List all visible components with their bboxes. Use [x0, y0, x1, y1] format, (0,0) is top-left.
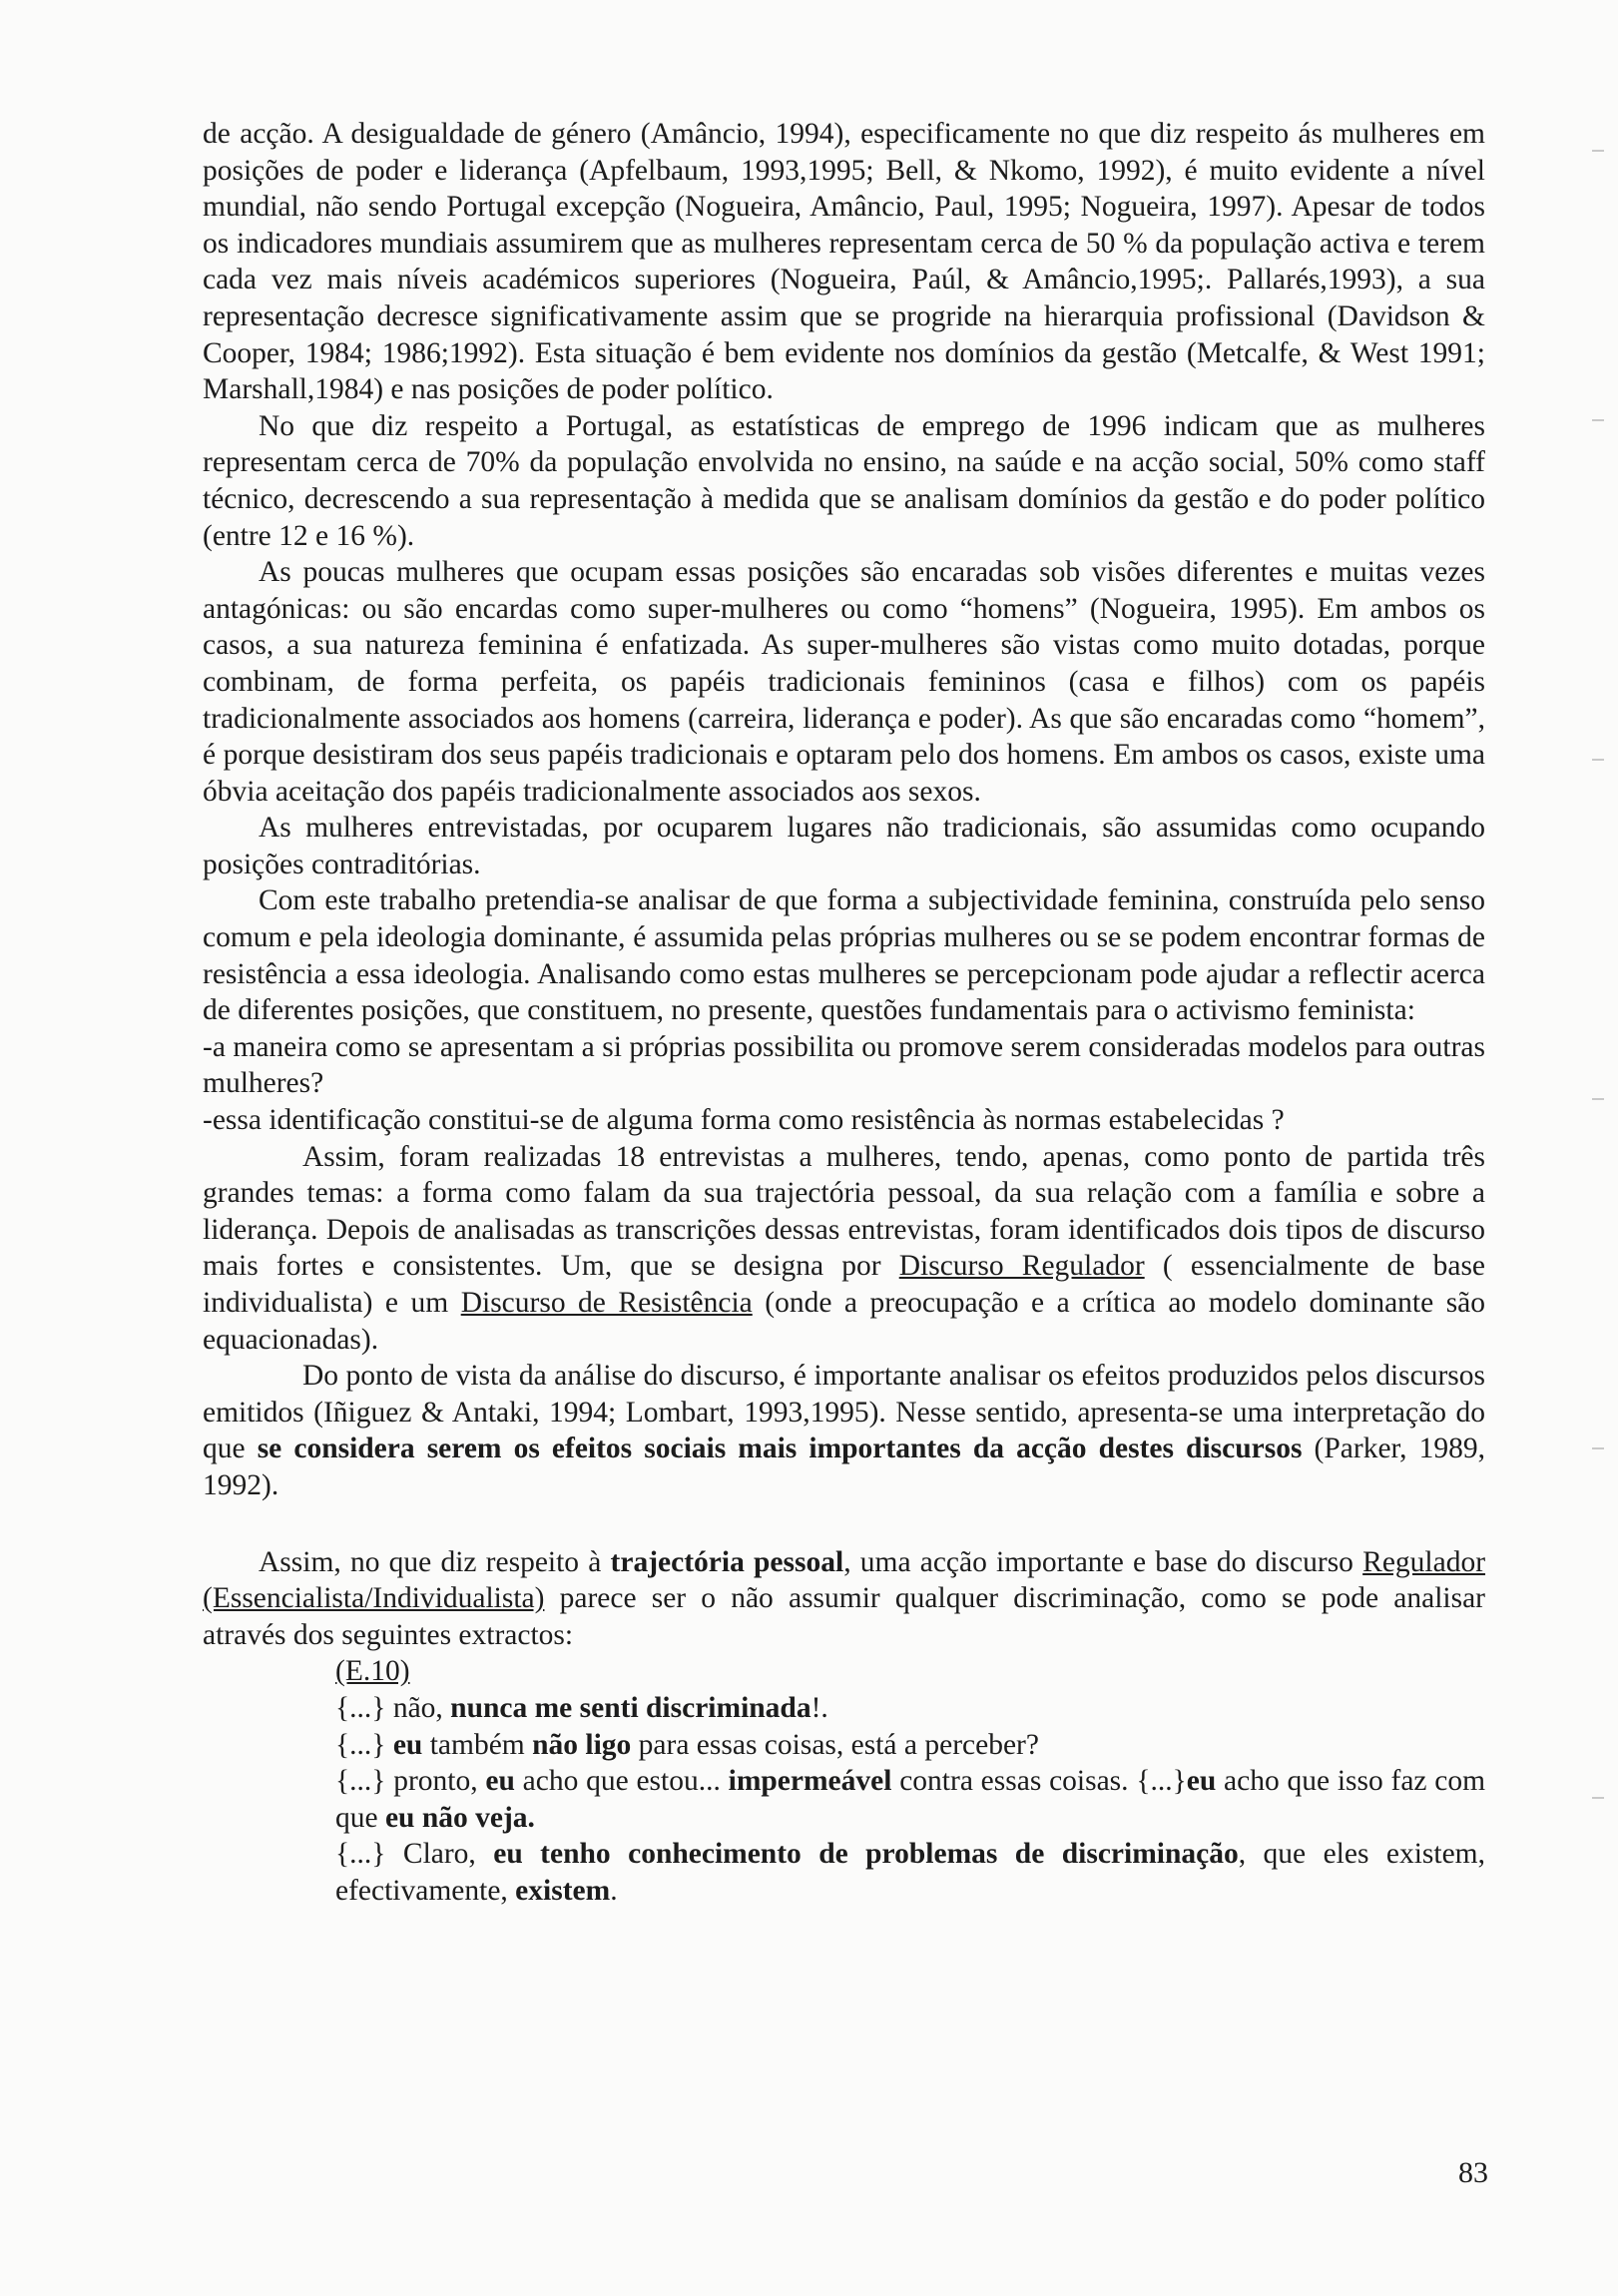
- scan-edge-mark: [1592, 759, 1604, 761]
- paragraph-objective: Com este trabalho pretendia-se analisar de que forma a subjectividade feminina, construída pelo senso comum e pela ideologia dominante, é assumida pelas próprias mulheres ou se se podem encontrar formas de resistência a essa ideologia. Analisando como estas mulheres se percepcionam pode ajudar a reflectir acerca de diferentes posições, que constituem, no presente, questões fundamentais para o activismo feminista:: [203, 884, 1485, 1027]
- paragraph-portugal-statistics: No que diz respeito a Portugal, as estatísticas de emprego de 1996 indicam que as mulheres representam cerca de 70% da população envolvida no ensino, na saúde e na acção social, 50% como staff técnico, decrescendo a sua representação à medida que se analisam domínios da gestão e do poder político (entre 12 e 16 %).: [203, 409, 1485, 552]
- extract-label: (E.10): [335, 1655, 410, 1688]
- paragraph-interviewed-women: As mulheres entrevistadas, por ocuparem lugares não tradicionais, são assumidas como ocupando posições contraditórias.: [203, 812, 1485, 880]
- term-discurso-resistencia: Discurso de Resistência: [460, 1287, 753, 1319]
- extract-line-2: {...} eu também não ligo para essas coisas, está a perceber?: [335, 1728, 1039, 1761]
- paragraph-personal-trajectory: Assim, no que diz respeito à trajectória pessoal, uma acção importante e base do discurso Regulador (Essencialista/Individualista) parece ser o não assumir qualquer discriminação, como se pode analisar através dos seguintes extractos:: [203, 1545, 1486, 1651]
- paragraph-question-1: -a maneira como se apresentam a si próprias possibilita ou promove serem consideradas modelos para outras mulheres?: [203, 1030, 1485, 1100]
- paragraph-gender-inequality: de acção. A desigualdade de género (Amâncio, 1994), especificamente no que diz respeito ás mulheres em posições de poder e liderança (Apfelbaum, 1993,1995; Bell, & Nkomo, 1992), é muito evidente a nível mundial, não sendo Portugal excepção (Nogueira, Amâncio, Paul, 1995; Nogueira, 1997). Apesar de todos os indicadores mundiais assumirem que as mulheres representam cerca de 50 % da população activa e terem cada vez mais níveis académicos superiores (Nogueira, Paúl, & Amâncio,1995;. Pallarés,1993), a sua representação decresce significativamente assim que se progride na hierarquia profissional (Davidson & Cooper, 1984; 1986;1992). Esta situação é bem evidente nos domínios da gestão (Metcalfe, & West 1991; Marshall,1984) e nas posições de poder político.: [203, 118, 1485, 406]
- interview-extract: [335, 1653, 1485, 1909]
- paragraph-super-women: As poucas mulheres que ocupam essas posições são encaradas sob visões diferentes e muitas vezes antagónicas: ou são encardas como super-mulheres ou como “homens” (Nogueira, 1995). Em ambos os casos, a sua natureza feminina é enfatizada. As super-mulheres são vistas como muito dotadas, porque combinam, de forma perfeita, os papéis tradicionais femininos (casa e filhos) com os papéis tradicionalmente associados aos homens (carreira, liderança e poder). As que são encaradas como “homem”, é porque desistiram dos seus papéis tradicionais e optaram pelo dos homens. Em ambos os casos, existe uma óbvia aceitação dos papéis tradicionalmente associados aos sexos.: [203, 556, 1485, 808]
- term-regulador-essencialista: Regulador (Essencialista/Individualista): [203, 1545, 1486, 1615]
- term-discurso-regulador: Discurso Regulador: [898, 1250, 1145, 1283]
- paragraph-discourse-analysis: Do ponto de vista da análise do discurso, é importante analisar os efeitos produzidos pelos discursos emitidos (Iñiguez & Antaki, 1994; Lombart, 1993,1995). Nesse sentido, apresenta-se uma interpretação do que se considera serem os efeitos sociais mais importantes da acção destes discursos (Parker, 1989, 1992).: [203, 1360, 1486, 1501]
- extract-line-3: {...} pronto, eu acho que estou... impermeável contra essas coisas. {...}eu acho que isso faz com que eu não veja.: [335, 1765, 1486, 1834]
- page-number: 83: [1458, 2156, 1488, 2189]
- extract-line-1: {...} não, nunca me senti discriminada!.: [335, 1691, 828, 1724]
- emphasis-trajectoria: trajectória pessoal: [610, 1545, 844, 1578]
- scan-edge-mark: [1592, 1098, 1604, 1100]
- extract-line-4: {...} Claro, eu tenho conhecimento de problemas de discriminação, que eles existem, efectivamente, existem.: [335, 1838, 1486, 1907]
- scan-edge-mark: [1592, 150, 1604, 152]
- paragraph-question-2: -essa identificação constitui-se de alguma forma como resistência às normas estabelecidas ?: [203, 1104, 1285, 1137]
- body-text: [203, 116, 1485, 1910]
- emphasis-social-effects: se considera serem os efeitos sociais mais importantes da acção destes discursos: [257, 1433, 1303, 1465]
- scan-edge-mark: [1592, 1447, 1604, 1449]
- scan-edge-mark: [1592, 419, 1604, 421]
- scan-edge-mark: [1592, 1797, 1604, 1799]
- paragraph-interviews: Assim, foram realizadas 18 entrevistas a mulheres, tendo, apenas, como ponto de partida três grandes temas: a forma como falam da sua trajectória pessoal, da sua relação com a família e sobre a liderança. Depois de analisadas as transcrições dessas entrevistas, foram identificados dois tipos de discurso mais fortes e consistentes. Um, que se designa por Discurso Regulador ( essencialmente de base individualista) e um Discurso de Resistência (onde a preocupação e a crítica ao modelo dominante são equacionadas).: [203, 1140, 1486, 1356]
